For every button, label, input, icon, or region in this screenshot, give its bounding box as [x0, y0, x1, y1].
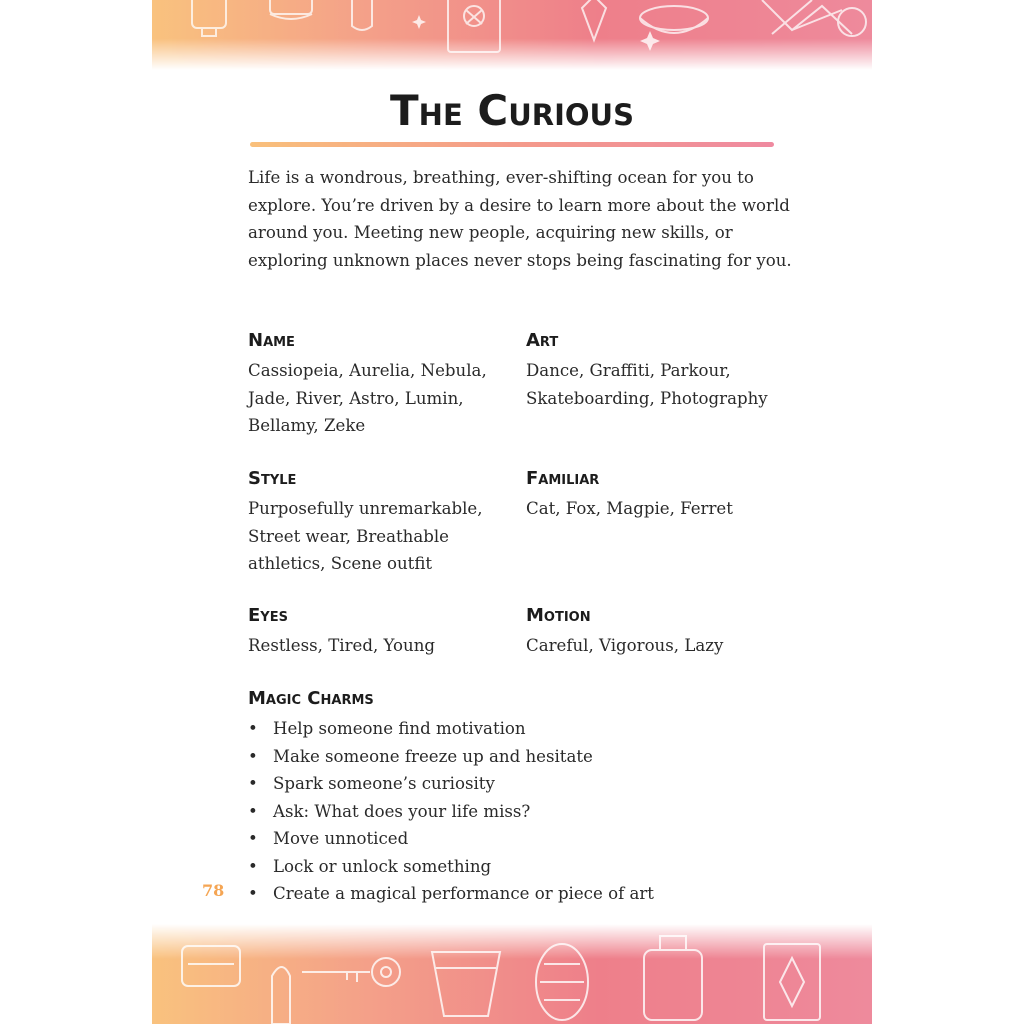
- book-page: [152, 0, 872, 1024]
- section-familiar-heading: Familiar: [526, 468, 600, 489]
- section-eyes-heading: Eyes: [248, 605, 288, 626]
- section-style-body: Purposefully unremarkable, Street wear, Breathable athletics, Scene outfit: [248, 499, 483, 573]
- list-item-text: Spark someone’s curiosity: [273, 774, 495, 793]
- tarot-card-icon: [448, 0, 500, 52]
- jar-icon: [182, 946, 240, 986]
- list-item: [248, 715, 808, 743]
- intro-paragraph: Life is a wondrous, breathing, ever-shifting ocean for you to explore. You’re driven by a desire to learn more about the world around you. Meeting new people, acquiring new skills, or exploring unknown places never stops being fascinating for you.: [248, 168, 792, 270]
- tarot-card-icon: [764, 944, 820, 1020]
- section-art-body: Dance, Graffiti, Parkour, Skateboarding, Photography: [526, 361, 768, 408]
- section-name-body: Cassiopeia, Aurelia, Nebula, Jade, River, Astro, Lumin, Bellamy, Zeke: [248, 361, 487, 435]
- bullet-icon: •: [248, 829, 258, 848]
- constellation-icon: [762, 0, 866, 36]
- jar-icon: [270, 0, 312, 19]
- magic-charms-heading: Magic Charms: [248, 688, 374, 709]
- section-motion: [526, 605, 776, 660]
- page-number: 78: [202, 881, 225, 900]
- list-item: [248, 825, 808, 853]
- section-motion-body: Careful, Vigorous, Lazy: [526, 636, 724, 655]
- list-item-text: Create a magical performance or piece of art: [273, 884, 654, 903]
- section-name-heading: Name: [248, 330, 295, 351]
- section-familiar: [526, 468, 776, 523]
- bullet-icon: •: [248, 746, 258, 766]
- list-item-text: Move unnoticed: [273, 829, 409, 848]
- section-name: [248, 330, 498, 440]
- cup-icon: [432, 952, 500, 1016]
- list-item: [248, 880, 808, 908]
- list-item: [248, 770, 808, 798]
- bullet-icon: •: [248, 719, 258, 738]
- section-style-heading: Style: [248, 468, 297, 489]
- cauldron-icon: [640, 6, 708, 33]
- section-familiar-body: Cat, Fox, Magpie, Ferret: [526, 499, 733, 518]
- list-item: [248, 798, 808, 826]
- section-art: [526, 330, 776, 412]
- bullet-icon: •: [248, 856, 258, 876]
- page-title: The Curious: [390, 86, 634, 135]
- list-item-text: Lock or unlock something: [273, 856, 492, 876]
- crystal-icon: [536, 944, 588, 1020]
- bullet-icon: •: [248, 884, 258, 903]
- list-item-text: Ask: What does your life miss?: [273, 801, 531, 821]
- section-eyes: [248, 605, 498, 660]
- bottom-banner-illustration: [152, 924, 872, 1024]
- candle-icon: [352, 0, 372, 30]
- list-item: [248, 743, 808, 771]
- bottom-decorative-banner: [152, 924, 872, 1024]
- potion-bottle-icon: [644, 936, 702, 1020]
- list-item-text: Make someone freeze up and hesitate: [273, 746, 593, 766]
- candle-icon: [272, 967, 290, 1024]
- top-banner-illustration: [152, 0, 872, 70]
- section-motion-heading: Motion: [526, 605, 591, 626]
- list-item-text: Help someone find motivation: [273, 719, 526, 738]
- key-icon: [302, 958, 400, 986]
- section-art-heading: Art: [526, 330, 559, 351]
- top-decorative-banner: [152, 0, 872, 70]
- title-underline: [250, 142, 774, 147]
- bullet-icon: •: [248, 801, 258, 821]
- list-item: [248, 853, 808, 881]
- section-style: [248, 468, 498, 578]
- bullet-icon: •: [248, 774, 258, 793]
- crystal-icon: [582, 0, 606, 40]
- section-magic-charms: [248, 688, 808, 908]
- magic-charms-list: [248, 715, 808, 908]
- potion-bottle-icon: [192, 0, 226, 36]
- section-eyes-body: Restless, Tired, Young: [248, 636, 436, 655]
